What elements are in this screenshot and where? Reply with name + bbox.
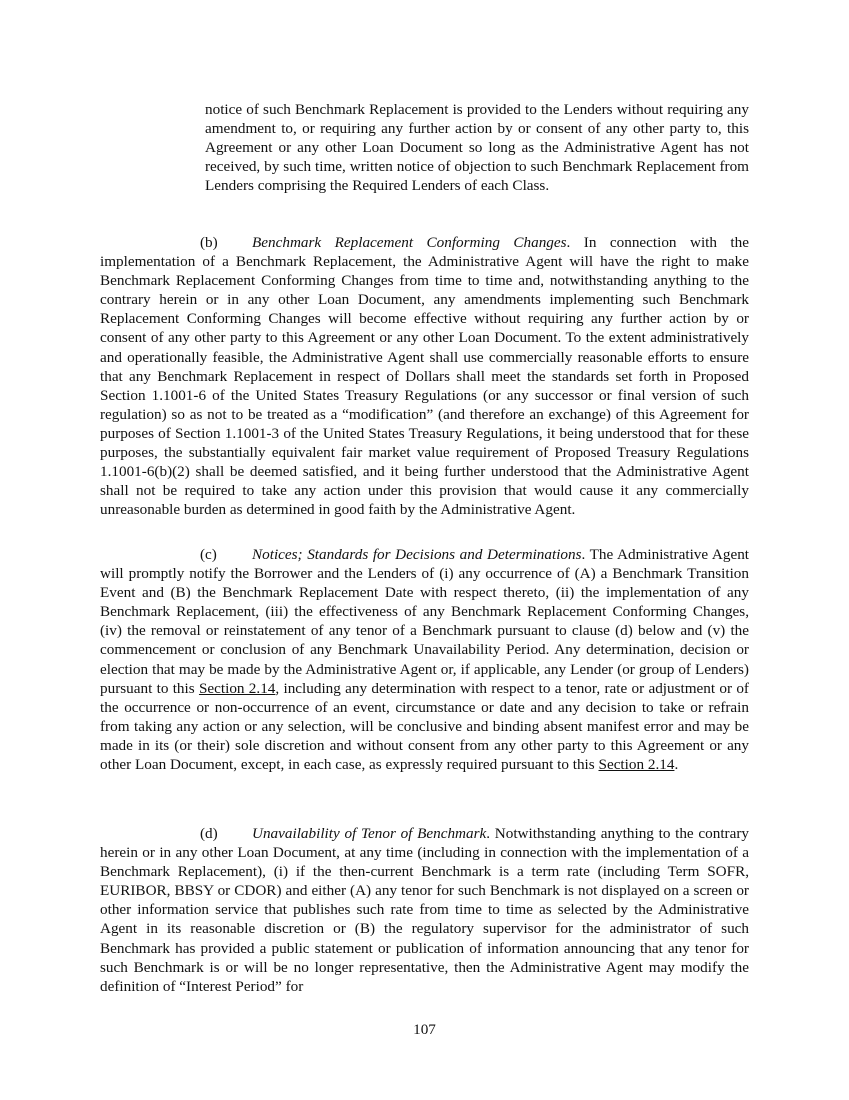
paragraph-b-text: . In connection with the implementation of a Benchmark Replacement, the Administrative Agent will have the right to make Benchmark Replacement Conforming Changes from time to time and, notwithstanding anything to the contrary herein or in any other Loan Document, any amendments implementing such Benchmark Replacement Conforming Changes will become effective without requiring any further action by or consent of any other party to this Agreement or any other Loan Document. To the extent administratively and operationally feasible, the Administrative Agent shall use commercially reasonable efforts to ensure that any Benchmark Replacement in respect of Dollars shall meet the standards set forth in Proposed Section 1.1001-6 of the United States Treasury Regulations (or any successor or final version of such regulation) so as not to be treated as a “modification” (and therefore an exchange) of this Agreement for purposes of Section 1.1001-3 of the United States Treasury Regulations, it being understood that for these purposes, the substantially equivalent fair market value requirement of Proposed Treasury Regulations 1.1001-6(b)(2) shall be deemed satisfied, and it being further understood that the Administrative Agent shall not be required to take any action under this provision that would cause it any commercially unreasonable burden as determined in good faith by the Administrative Agent. [100, 234, 749, 519]
paragraph-d-heading: Unavailability of Tenor of Benchmark [252, 825, 487, 842]
paragraph-c-heading: Notices; Standards for Decisions and Determinations [252, 546, 582, 563]
paragraph-d-text: . Notwithstanding anything to the contrary herein or in any other Loan Document, at any time (including in connection with the implementation of a Benchmark Replacement), (i) if the then-current Benchmark is a term rate (including Term SOFR, EURIBOR, BBSY or CDOR) and either (A) any tenor for such Benchmark is not displayed on a screen or other information service that publishes such rate from time to time as selected by the Administrative Agent in its reasonable discretion or (B) the regulatory supervisor for the administrator of such Benchmark has provided a public statement or publication of information announcing that any tenor for such Benchmark is or will be no longer representative, then the Administrative Agent may modify the definition of “Interest Period” for [100, 825, 749, 995]
paragraph-c-label: (c) [200, 546, 217, 563]
continuation-paragraph: notice of such Benchmark Replacement is provided to the Lenders without requiring any amendment to, or requiring any further action by or consent of any other party to, this Agreement or any other Loan Document so long as the Administrative Agent has not received, by such time, written notice of objection to such Benchmark Replacement from Lenders comprising the Required Lenders of each Class. [205, 101, 749, 195]
paragraph-c-text: , including any determination with respect to a tenor, rate or adjustment or of the occurrence or non-occurrence of an event, circumstance or date and any decision to take or refrain from taking any action or any selection, will be conclusive and binding absent manifest error and may be made in its (or their) sole discretion and without consent from any other party to this Agreement or any other Loan Document, except, in each case, as expressly required pursuant to this [100, 679, 749, 774]
section-reference-link[interactable]: Section 2.14 [198, 679, 276, 697]
paragraph-d [100, 824, 749, 996]
paragraph-d-label: (d) [200, 825, 218, 842]
paragraph-c [100, 545, 749, 774]
paragraph-b [100, 233, 749, 519]
paragraph-c-text: . [674, 756, 679, 774]
page-number: 107 [413, 1021, 436, 1038]
paragraph-b-heading: Benchmark Replacement Conforming Changes [252, 234, 567, 251]
paragraph-c-text: . The Administrative Agent will promptly notify the Borrower and the Lenders of (i) any occurrence of (A) a Benchmark Transition Event and (B) the Benchmark Replacement Date with respect thereto, (ii) the implementation of any Benchmark Replacement, (iii) the effectiveness of any Benchmark Replacement Conforming Changes, (iv) the removal or reinstatement of any tenor of a Benchmark pursuant to clause (d) below and (v) the commencement or conclusion of any Benchmark Unavailability Period. Any determination, decision or election that may be made by the Administrative Agent or, if applicable, any Lender (or group of Lenders) pursuant to this [100, 546, 750, 697]
paragraph-b-label: (b) [200, 234, 218, 251]
section-reference-link[interactable]: Section 2.14 [598, 756, 675, 774]
